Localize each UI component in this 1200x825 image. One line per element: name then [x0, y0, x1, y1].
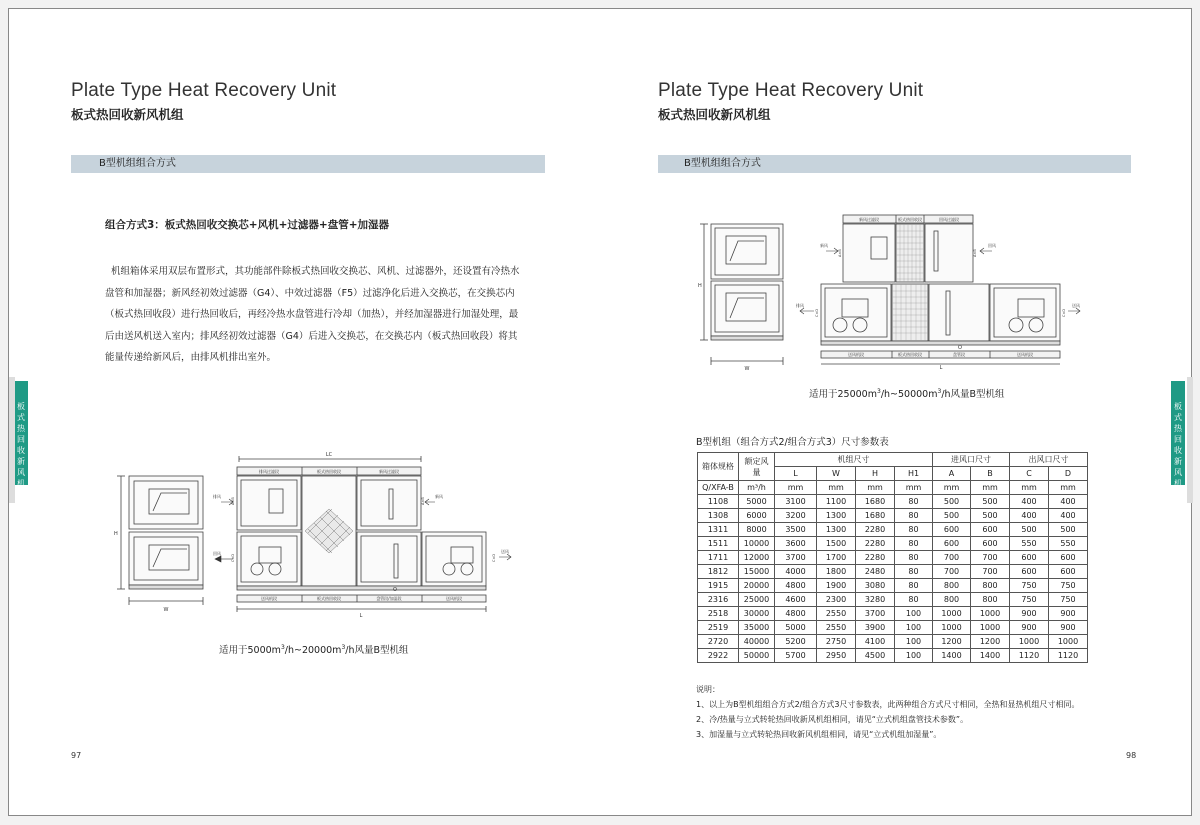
table-cell: 1300	[817, 509, 856, 523]
table-cell: 750	[1049, 593, 1088, 607]
table-col-header: L	[775, 467, 817, 481]
side-tab-char: 回	[1174, 435, 1182, 444]
table-cell: 3500	[775, 523, 817, 537]
table-cell: 1200	[971, 635, 1010, 649]
table-cell: 700	[933, 565, 971, 579]
table-unit-cell: m³/h	[739, 481, 775, 495]
table-cell: 3700	[856, 607, 895, 621]
side-tab-char: 机	[17, 479, 25, 488]
section-bar: B型机组组合方式	[658, 155, 1131, 173]
table-cell: 1120	[1049, 649, 1088, 663]
section-label: 板式热回收段	[317, 469, 341, 474]
table-cell: 700	[971, 565, 1010, 579]
table-cell: 4500	[856, 649, 895, 663]
table-cell: 50000	[739, 649, 775, 663]
table-cell: 4800	[775, 579, 817, 593]
table-header: 额定风量	[739, 453, 775, 481]
table-cell: 2720	[698, 635, 739, 649]
table-cell: 800	[971, 593, 1010, 607]
fresh-air-arrow-icon	[425, 499, 435, 505]
table-cell: 1680	[856, 509, 895, 523]
table-cell: 800	[933, 593, 971, 607]
table-cell: 750	[1010, 579, 1049, 593]
table-cell: 15000	[739, 565, 775, 579]
dim-lc-label: LC	[325, 452, 333, 458]
table-cell: 1680	[856, 495, 895, 509]
table-cell: 80	[895, 593, 933, 607]
arrow-label: 排风	[796, 303, 804, 308]
table-row	[698, 593, 1088, 607]
table-cell: 4800	[775, 607, 817, 621]
page-left	[9, 9, 601, 817]
table-cell: 600	[933, 537, 971, 551]
table-cell: 700	[933, 551, 971, 565]
dim-l-label: L	[359, 613, 363, 619]
table-cell: 600	[1010, 565, 1049, 579]
table-cell: 5000	[739, 495, 775, 509]
page-number: 97	[71, 751, 82, 760]
dim-w-label: W	[744, 366, 750, 371]
table-cell: 550	[1049, 537, 1088, 551]
table-cell: 900	[1049, 607, 1088, 621]
page-number: 98	[1126, 751, 1137, 760]
table-cell: 5200	[775, 635, 817, 649]
table-cell: 3280	[856, 593, 895, 607]
table-cell: 500	[933, 509, 971, 523]
table-row	[698, 537, 1088, 551]
table-unit-cell: mm	[1010, 481, 1049, 495]
table-cell: 4600	[775, 593, 817, 607]
section-label: 盘管段	[953, 352, 965, 357]
side-tab-char: 新	[17, 457, 25, 466]
table-unit-cell: mm	[856, 481, 895, 495]
table-col-header: W	[817, 467, 856, 481]
table-header: 进风口尺寸	[933, 453, 1010, 467]
table-cell: 100	[895, 621, 933, 635]
table-cell: 1400	[971, 649, 1010, 663]
dim-l-label: L	[939, 365, 943, 371]
side-tab-char: 机	[1174, 479, 1182, 488]
side-tab-char: 热	[17, 424, 25, 433]
table-header: 出风口尺寸	[1010, 453, 1088, 467]
table-cell: 80	[895, 579, 933, 593]
table-cell: 550	[1010, 537, 1049, 551]
table-cell: 80	[895, 509, 933, 523]
side-tab-char: 收	[1174, 446, 1182, 455]
side-tab-char: 风	[1174, 468, 1182, 477]
table-cell: 1311	[698, 523, 739, 537]
supply-arrow-icon	[1068, 308, 1080, 314]
table-cell: 2280	[856, 551, 895, 565]
table-cell: 900	[1010, 607, 1049, 621]
side-tab-char: 组	[1174, 490, 1182, 499]
table-row	[698, 607, 1088, 621]
fresh-air-arrow-icon	[826, 248, 838, 254]
document-frame	[8, 8, 1192, 816]
table-cell: 500	[971, 509, 1010, 523]
section-label: 新风过滤段	[379, 469, 399, 474]
note-line: 2、冷/热量与立式转轮热回收新风机组相同，请见“立式机组盘管技术参数”。	[696, 715, 969, 724]
table-cell: 8000	[739, 523, 775, 537]
table-cell: 500	[971, 495, 1010, 509]
arrow-label: 回风	[988, 243, 996, 248]
table-cell: 30000	[739, 607, 775, 621]
tab-shape-icon	[1171, 377, 1193, 507]
dim-mark: C×D	[492, 553, 496, 562]
table-cell: 80	[895, 551, 933, 565]
section-label: 板式热回收段	[898, 217, 922, 222]
table-col-header: B	[971, 467, 1010, 481]
tab-shape-icon	[9, 377, 31, 507]
table-cell: 20000	[739, 579, 775, 593]
section-label: 板式热回收段	[317, 596, 341, 601]
section-label: 盘管段/加湿段	[376, 596, 402, 601]
page-title-cn: 板式热回收新风机组	[71, 107, 184, 122]
drawing-caption: 适用于$25000m^3/h\sim 50000m^3/h$风量B型机组	[809, 387, 1005, 400]
table-cell: 1900	[817, 579, 856, 593]
table-cell: 1000	[933, 607, 971, 621]
side-tab-char: 板	[17, 402, 25, 411]
section-label: 送风机段	[1017, 352, 1033, 357]
table-cell: 1000	[933, 621, 971, 635]
table-cell: 2550	[817, 621, 856, 635]
table-row	[698, 523, 1088, 537]
table-cell: 600	[933, 523, 971, 537]
table-unit-cell: mm	[817, 481, 856, 495]
table-cell: 3900	[856, 621, 895, 635]
table-row	[698, 551, 1088, 565]
table-row	[698, 495, 1088, 509]
arrow-label: 排风	[213, 494, 221, 499]
table-row	[698, 565, 1088, 579]
table-cell: 400	[1010, 509, 1049, 523]
table-cell: 1120	[1010, 649, 1049, 663]
table-cell: 12000	[739, 551, 775, 565]
dim-mark: C×D	[231, 553, 235, 562]
table-cell: 400	[1049, 509, 1088, 523]
side-tab-char: 收	[17, 446, 25, 455]
table-cell: 1400	[933, 649, 971, 663]
table-cell: 1100	[817, 495, 856, 509]
table-cell: 2280	[856, 523, 895, 537]
table-col-header: H1	[895, 467, 933, 481]
table-cell: 400	[1049, 495, 1088, 509]
table-cell: 750	[1010, 593, 1049, 607]
table-cell: 40000	[739, 635, 775, 649]
table-cell: 2280	[856, 537, 895, 551]
table-cell: 2519	[698, 621, 739, 635]
table-cell: 2300	[817, 593, 856, 607]
table-col-header: C	[1010, 467, 1049, 481]
note-line: 说明：	[696, 685, 720, 694]
table-unit-cell: mm	[895, 481, 933, 495]
dimension-table	[697, 452, 1088, 663]
table-row	[698, 621, 1088, 635]
table-cell: 1511	[698, 537, 739, 551]
table-cell: 500	[933, 495, 971, 509]
side-tab-char: 组	[17, 490, 25, 499]
table-cell: 2518	[698, 607, 739, 621]
table-col-header: A	[933, 467, 971, 481]
dim-mark: C×D	[815, 308, 819, 317]
return-arrow-icon	[980, 248, 992, 254]
page-title-cn: 板式热回收新风机组	[658, 107, 771, 122]
arrow-label: 新风	[820, 243, 828, 248]
table-cell: 2750	[817, 635, 856, 649]
table-cell: 600	[971, 523, 1010, 537]
table-unit-cell: Q/XFA-B	[698, 481, 739, 495]
table-cell: 4100	[856, 635, 895, 649]
table-cell: 80	[895, 523, 933, 537]
table-cell: 2922	[698, 649, 739, 663]
table-cell: 800	[933, 579, 971, 593]
table-cell: 6000	[739, 509, 775, 523]
dim-h-label: H	[698, 283, 702, 289]
side-tab-char: 风	[17, 468, 25, 477]
page-right	[601, 9, 1193, 817]
table-cell: 100	[895, 607, 933, 621]
table-cell: 1700	[817, 551, 856, 565]
table-cell: 5000	[775, 621, 817, 635]
table-cell: 3080	[856, 579, 895, 593]
section-label: 板式热回收段	[898, 352, 922, 357]
table-col-header: D	[1049, 467, 1088, 481]
table-unit-cell: mm	[971, 481, 1010, 495]
table-header: 箱体规格	[698, 453, 739, 481]
table-unit-cell: mm	[775, 481, 817, 495]
table-cell: 3200	[775, 509, 817, 523]
section-label: 排风过滤段	[259, 469, 279, 474]
table-cell: 750	[1049, 579, 1088, 593]
section-label: 回风过滤段	[939, 217, 959, 222]
combination-description: 机组箱体采用双层布置形式，其功能部件除板式热回收交换芯、风机、过滤器外，还设置有冷热水盘管和加湿器；新风经初效过滤器（G4）、中效过滤器（F5）过滤净化后进入交换芯，在交换芯内（板式热回收段）进行热回收后，再经冷热水盘管进行冷却（加热），并经加湿器进行加湿处理，最后由送风机送入室内；排风经初效过滤器（G4）后进入交换芯，在交换芯内（板式热回收段）将其能量传递给新风后，由排风机排出室外。	[105, 266, 520, 363]
return-arrow-icon	[215, 556, 221, 562]
table-row	[698, 649, 1088, 663]
table-cell: 1000	[1010, 635, 1049, 649]
table-cell: 5700	[775, 649, 817, 663]
table-cell: 400	[1010, 495, 1049, 509]
side-tab-char: 式	[17, 413, 25, 422]
table-row	[698, 579, 1088, 593]
table-cell: 1711	[698, 551, 739, 565]
drawing-caption: 适用于$5000m^3/h\sim 20000m^3/h$风量B型机组	[219, 643, 409, 656]
table-row	[698, 635, 1088, 649]
table-cell: 80	[895, 537, 933, 551]
section-label: 送风机段	[446, 596, 462, 601]
dim-mark: C×D	[1062, 308, 1066, 317]
table-cell: 3600	[775, 537, 817, 551]
section-label: 送风机段	[848, 352, 864, 357]
exhaust-arrow-icon	[800, 308, 814, 314]
table-cell: 600	[971, 537, 1010, 551]
side-tab-char: 回	[17, 435, 25, 444]
table-cell: 1915	[698, 579, 739, 593]
table-cell: 500	[1049, 523, 1088, 537]
table-cell: 900	[1010, 621, 1049, 635]
table-cell: 1000	[971, 621, 1010, 635]
dim-w-label: W	[163, 607, 169, 613]
combination-mode-title: 组合方式3：板式热回收交换芯+风机+过滤器+盘管+加湿器	[105, 219, 389, 231]
table-cell: 2316	[698, 593, 739, 607]
dim-mark: A×B	[421, 497, 425, 505]
notes	[696, 682, 1079, 742]
table-cell: 25000	[739, 593, 775, 607]
table-cell: 2550	[817, 607, 856, 621]
unit-drawing-small	[109, 449, 529, 619]
table-title: B型机组（组合方式2/组合方式3）尺寸参数表	[696, 437, 889, 448]
page-title-en: Plate Type Heat Recovery Unit	[658, 80, 924, 101]
supply-arrow-icon	[499, 554, 511, 560]
table-cell: 600	[1049, 551, 1088, 565]
table-cell: 80	[895, 495, 933, 509]
table-cell: 500	[1010, 523, 1049, 537]
table-col-header: H	[856, 467, 895, 481]
table-cell: 80	[895, 565, 933, 579]
table-cell: 600	[1010, 551, 1049, 565]
table-cell: 1000	[1049, 635, 1088, 649]
table-cell: 700	[971, 551, 1010, 565]
unit-drawing-large	[696, 201, 1116, 371]
table-cell: 3700	[775, 551, 817, 565]
table-cell: 100	[895, 649, 933, 663]
section-label: 送风机段	[261, 596, 277, 601]
table-unit-cell: mm	[933, 481, 971, 495]
table-cell: 1300	[817, 523, 856, 537]
dim-o-label: O	[393, 587, 397, 593]
arrow-label: 送风	[501, 549, 509, 554]
arrow-label: 新风	[435, 494, 443, 499]
table-cell: 1500	[817, 537, 856, 551]
dim-mark: A×B	[231, 497, 235, 505]
table-cell: 100	[895, 635, 933, 649]
table-header: 机组尺寸	[775, 453, 933, 467]
section-label: 新风过滤段	[859, 217, 879, 222]
table-cell: 35000	[739, 621, 775, 635]
table-cell: 1800	[817, 565, 856, 579]
arrow-label: 回风	[213, 551, 221, 556]
dim-mark: A×B	[973, 249, 977, 257]
table-unit-cell: mm	[1049, 481, 1088, 495]
table-cell: 1108	[698, 495, 739, 509]
table-cell: 1000	[971, 607, 1010, 621]
dim-h-label: H	[114, 531, 118, 537]
table-cell: 2480	[856, 565, 895, 579]
note-line: 3、加湿量与立式转轮热回收新风机组相同，请见“立式机组加湿量”。	[696, 730, 942, 739]
side-tab-char: 式	[1174, 413, 1182, 422]
dim-o-label: O	[958, 345, 962, 351]
table-cell: 10000	[739, 537, 775, 551]
table-cell: 3100	[775, 495, 817, 509]
table-cell: 1308	[698, 509, 739, 523]
dim-mark: A×B	[838, 249, 842, 257]
arrow-label: 送风	[1072, 303, 1080, 308]
table-cell: 1812	[698, 565, 739, 579]
table-cell: 4000	[775, 565, 817, 579]
table-cell: 900	[1049, 621, 1088, 635]
side-tab-char: 板	[1174, 402, 1182, 411]
section-bar: B型机组组合方式	[71, 155, 545, 173]
side-tab-char: 新	[1174, 457, 1182, 466]
table-cell: 800	[971, 579, 1010, 593]
side-tab-char: 热	[1174, 424, 1182, 433]
table-cell: 1200	[933, 635, 971, 649]
table-cell: 2950	[817, 649, 856, 663]
table-row	[698, 509, 1088, 523]
table-cell: 600	[1049, 565, 1088, 579]
note-line: 1、以上为B型机组组合方式2/组合方式3尺寸参数表，此两种组合方式尺寸相同，全热和显热机组尺寸相同。	[696, 700, 1080, 709]
page-title-en: Plate Type Heat Recovery Unit	[71, 80, 337, 101]
